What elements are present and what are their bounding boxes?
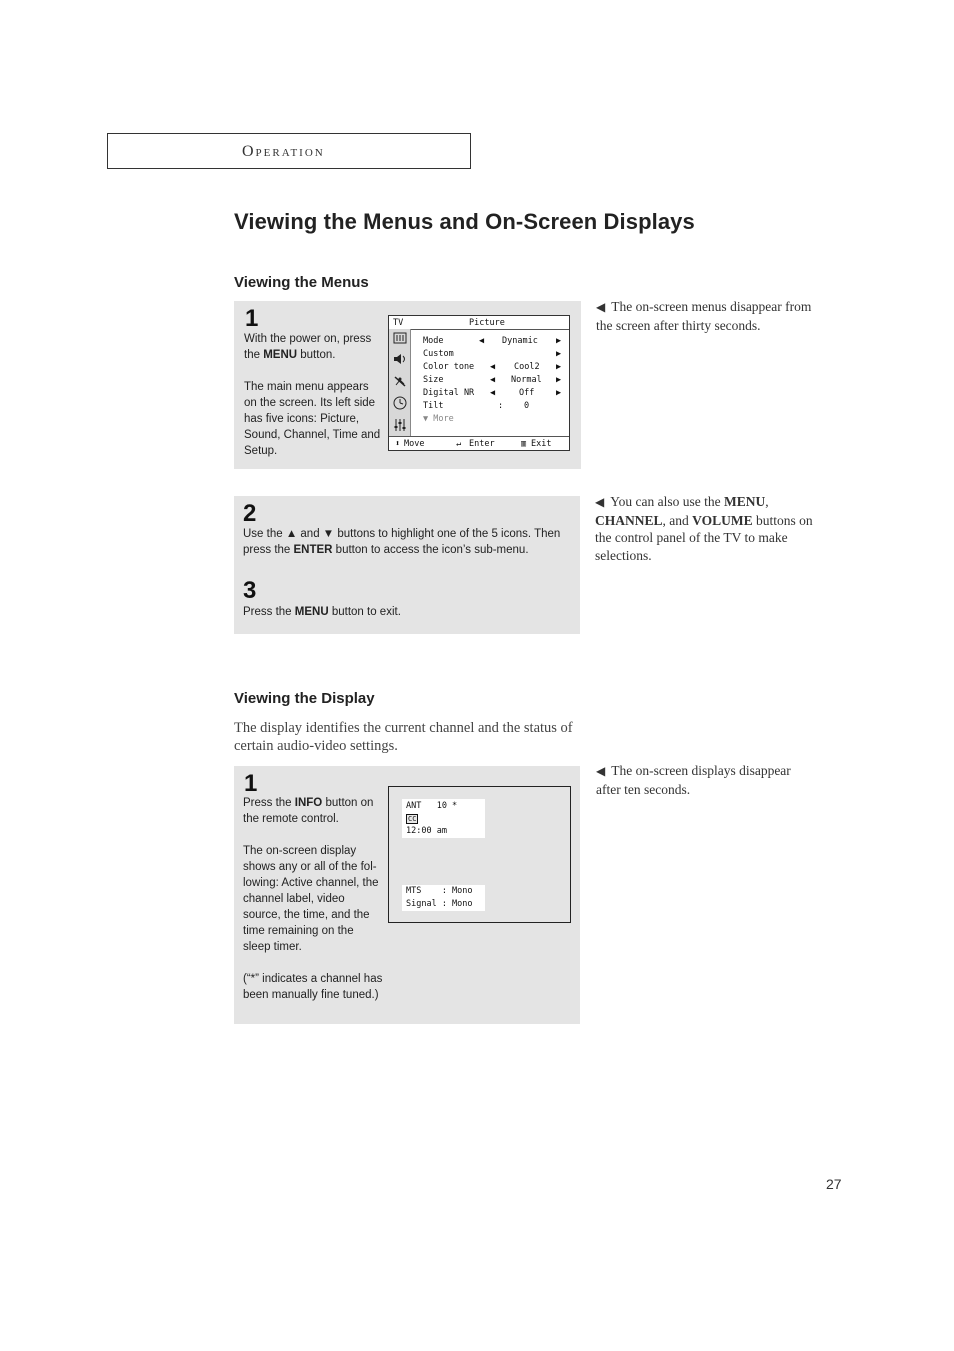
note-menus-timeout bbox=[596, 298, 821, 334]
info-keyword: INFO bbox=[294, 797, 323, 809]
tv-menu-title: Picture bbox=[469, 318, 505, 328]
right-arrow-icon: ▶ bbox=[556, 375, 562, 385]
sound-icon bbox=[392, 353, 408, 369]
menu-row-value: Dynamic bbox=[502, 336, 538, 346]
display-heading: Viewing the Display bbox=[234, 690, 375, 707]
picture-icon bbox=[392, 332, 408, 348]
note-text: The on-screen displays disappear after ten seconds. bbox=[596, 763, 791, 797]
step-text-part: and bbox=[297, 528, 323, 540]
down-arrow-icon: ▼ bbox=[322, 528, 335, 540]
tv-menu-source: TV bbox=[393, 318, 404, 328]
left-arrow-icon: ◀ bbox=[490, 375, 496, 385]
osd-time-line: 12:00 am bbox=[406, 826, 447, 836]
step-text-part: Press the bbox=[243, 606, 295, 618]
menu-row-label: Color tone bbox=[423, 362, 475, 372]
setup-icon bbox=[392, 418, 408, 434]
tv-menu-illustration bbox=[388, 315, 570, 451]
pointer-arrow-icon: ◀ bbox=[596, 300, 606, 314]
osd-signal-line: Signal : Mono bbox=[406, 899, 473, 909]
exit-label: Exit bbox=[531, 439, 552, 449]
step-text-part: Press the bbox=[243, 797, 295, 809]
display-intro: The display identifies the current channel and the status of certain audio-video settings. bbox=[234, 720, 573, 754]
tv-menu-header bbox=[389, 316, 569, 330]
step2-3-box bbox=[234, 496, 580, 634]
step-number: 3 bbox=[243, 577, 257, 604]
note-text: , and bbox=[662, 512, 693, 528]
page-title: Viewing the Menus and On-Screen Displays bbox=[234, 209, 695, 234]
osd-illustration bbox=[388, 786, 571, 923]
left-arrow-icon: ◀ bbox=[490, 362, 496, 372]
right-arrow-icon: ▶ bbox=[556, 362, 562, 372]
menu-row-label: Size bbox=[423, 375, 444, 385]
menu-row-value: Normal bbox=[511, 375, 542, 385]
step2-text bbox=[243, 526, 568, 558]
step-text-part: Use the bbox=[243, 528, 286, 540]
menu-keyword: MENU bbox=[263, 349, 298, 361]
tv-menu-footer bbox=[389, 436, 569, 450]
note-text: buttons on the control panel of the TV to make selections. bbox=[595, 512, 813, 563]
channel-icon bbox=[392, 375, 408, 391]
section-title: Operation bbox=[242, 143, 325, 160]
step-number: 1 bbox=[245, 305, 259, 332]
step1-text bbox=[244, 331, 384, 459]
menu-row-value: Cool2 bbox=[514, 362, 540, 372]
enter-label: Enter bbox=[469, 439, 495, 449]
move-icon: ⬍ bbox=[395, 439, 401, 449]
up-arrow-icon: ▲ bbox=[285, 528, 298, 540]
channel-keyword: CHANNEL bbox=[595, 512, 663, 528]
step-number: 2 bbox=[243, 500, 257, 527]
step-text-part: button. bbox=[297, 349, 336, 361]
pointer-arrow-icon: ◀ bbox=[595, 495, 605, 509]
step-text-part: button to exit. bbox=[328, 606, 401, 618]
cc-icon: CC bbox=[408, 815, 417, 823]
time-icon bbox=[392, 396, 408, 412]
note-control-panel bbox=[595, 493, 820, 564]
page-number: 27 bbox=[826, 1176, 842, 1192]
enter-icon: ↵ bbox=[456, 439, 462, 449]
step-text-part: button to access the icon’s sub-menu. bbox=[332, 544, 529, 556]
more-label: ▼ More bbox=[423, 414, 454, 424]
osd-audio-panel bbox=[402, 885, 485, 911]
menu-row-label: Digital NR bbox=[423, 388, 475, 398]
left-arrow-icon: ◀ bbox=[479, 336, 485, 346]
menu-row-label: Tilt bbox=[423, 401, 444, 411]
menu-row-value: Off bbox=[519, 388, 535, 398]
right-arrow-icon: ▶ bbox=[556, 388, 562, 398]
move-label: Move bbox=[404, 439, 425, 449]
menus-heading: Viewing the Menus bbox=[234, 274, 369, 291]
section-header-box bbox=[107, 133, 471, 169]
tv-menu-icon-bar bbox=[389, 329, 411, 437]
step-text-part: (“*” indicates a channel has been manually fine tuned.) bbox=[243, 973, 383, 1001]
step-text-part: With the power on, press the bbox=[244, 333, 372, 361]
note-display-timeout bbox=[596, 762, 796, 798]
menu-row-value: 0 bbox=[524, 401, 530, 411]
step-number: 1 bbox=[244, 770, 258, 797]
tilt-colon: : bbox=[498, 401, 504, 411]
step3-text bbox=[243, 604, 568, 620]
osd-channel-panel bbox=[402, 799, 485, 838]
note-text: You can also use the bbox=[610, 494, 724, 509]
volume-keyword: VOLUME bbox=[692, 512, 753, 528]
note-text: The on-screen menus disappear from the screen after thirty seconds. bbox=[596, 299, 812, 333]
menu-row-label: Custom bbox=[423, 349, 454, 359]
right-arrow-icon: ▶ bbox=[556, 336, 562, 346]
step-text-part: The main menu appears on the screen. Its left side has five icons: Picture, Sound, Channel, Time and Setup. bbox=[244, 381, 381, 457]
step-text-part: buttons to highlight one of the 5 icons. Then press the bbox=[243, 528, 561, 556]
enter-keyword: ENTER bbox=[293, 544, 333, 556]
menu-keyword: MENU bbox=[294, 606, 329, 618]
display-step1-text bbox=[243, 795, 383, 1003]
step-text-part: button on the remote control. bbox=[243, 797, 374, 825]
step-text-part: The on-screen display shows any or all of the fol-lowing: Active channel, the channel label, video source, the time, and the time remaining on the sleep timer. bbox=[243, 845, 379, 953]
osd-channel-line: ANT 10 * bbox=[406, 801, 458, 811]
exit-icon: ▥ bbox=[521, 439, 527, 449]
osd-mts-line: MTS : Mono bbox=[406, 886, 473, 896]
menu-row-label: Mode bbox=[423, 336, 444, 346]
left-arrow-icon: ◀ bbox=[490, 388, 496, 398]
right-arrow-icon: ▶ bbox=[556, 349, 562, 359]
menu-keyword: MENU bbox=[723, 494, 766, 509]
note-text: , bbox=[765, 494, 769, 509]
pointer-arrow-icon: ◀ bbox=[596, 764, 606, 778]
